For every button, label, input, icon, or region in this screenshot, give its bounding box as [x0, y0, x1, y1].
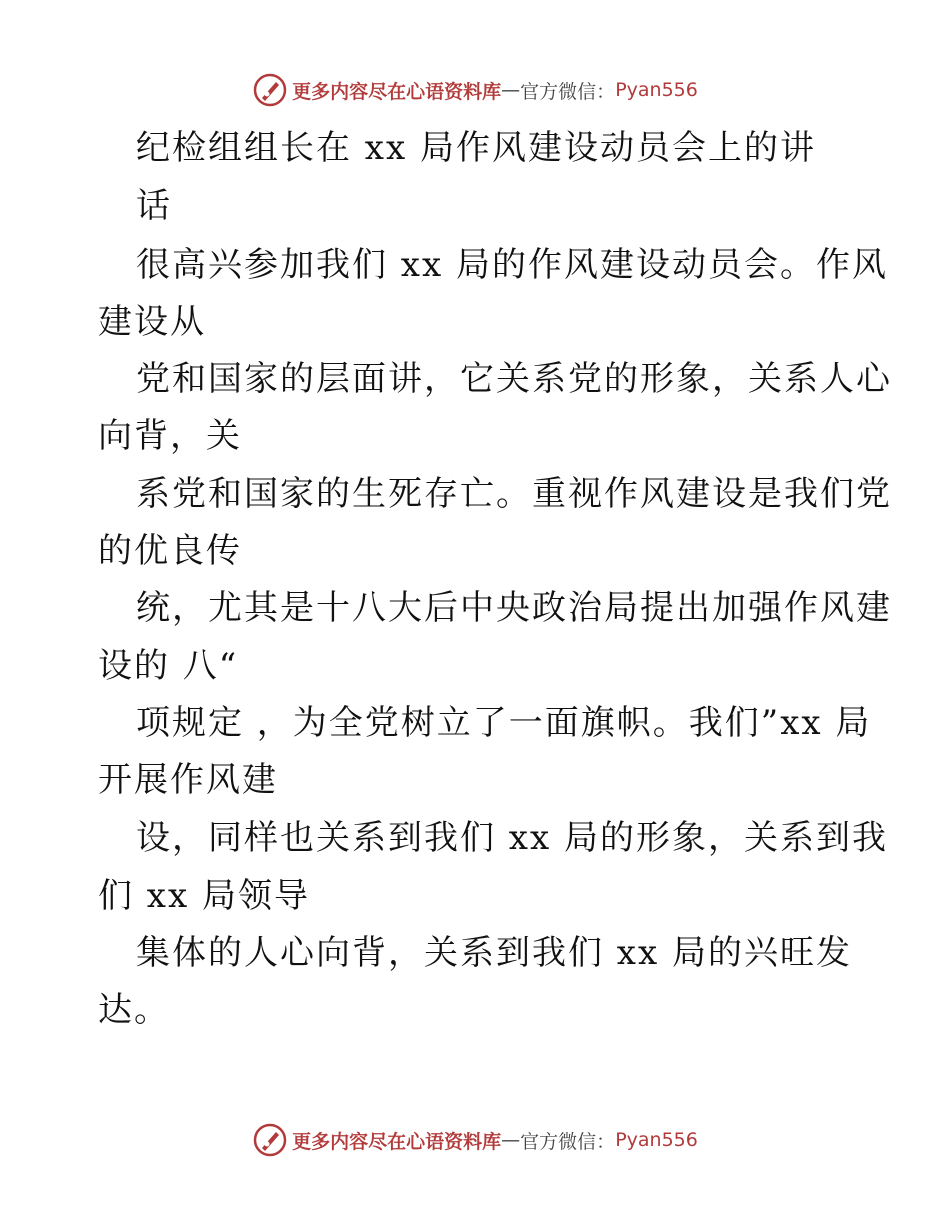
paragraph-line: 达。	[98, 990, 170, 1030]
document-title-line-1: 纪检组组长在 xx 局作风建设动员会上的讲	[136, 128, 816, 168]
document-title-line-2: 话	[136, 186, 172, 226]
banner-main-text: 更多内容尽在心语资料库	[292, 80, 502, 103]
banner-dash: —	[501, 1129, 521, 1151]
footer-banner	[0, 1120, 950, 1160]
paragraph-line: 开展作风建	[98, 760, 278, 800]
paragraph-line: 集体的人心向背，关系到我们 xx 局的兴旺发	[136, 933, 852, 973]
banner-official-label: 官方微信：	[520, 1130, 616, 1153]
paragraph-line: 建设从	[98, 302, 206, 342]
banner-official-label: 官方微信：	[520, 80, 616, 103]
banner-dash: —	[501, 79, 521, 101]
banner-wechat-id: Pyan556	[615, 1129, 698, 1151]
header-banner	[0, 70, 950, 110]
paragraph-line: 的优良传	[98, 531, 242, 571]
paragraph-line: 项规定 ，为全党树立了一面旗帜。我们”xx 局	[136, 703, 872, 743]
paragraph-line: 设，同样也关系到我们 xx 局的形象，关系到我	[136, 818, 888, 858]
paragraph-line: 系党和国家的生死存亡。重视作风建设是我们党	[136, 474, 892, 514]
paragraph-line: 党和国家的层面讲，它关系党的形象，关系人心	[136, 359, 892, 399]
paragraph-line: 向背，关	[98, 416, 242, 456]
paragraph-line: 很高兴参加我们 xx 局的作风建设动员会。作风	[136, 245, 888, 285]
paragraph-line: 统，尤其是十八大后中央政治局提出加强作风建	[136, 588, 892, 628]
pen-circle-logo-icon	[252, 72, 288, 108]
paragraph-line: 设的 八“	[98, 646, 239, 686]
banner-main-text: 更多内容尽在心语资料库	[292, 1130, 502, 1153]
pen-circle-logo-icon	[252, 1122, 288, 1158]
paragraph-line: 们 xx 局领导	[98, 876, 310, 916]
banner-wechat-id: Pyan556	[615, 79, 698, 101]
